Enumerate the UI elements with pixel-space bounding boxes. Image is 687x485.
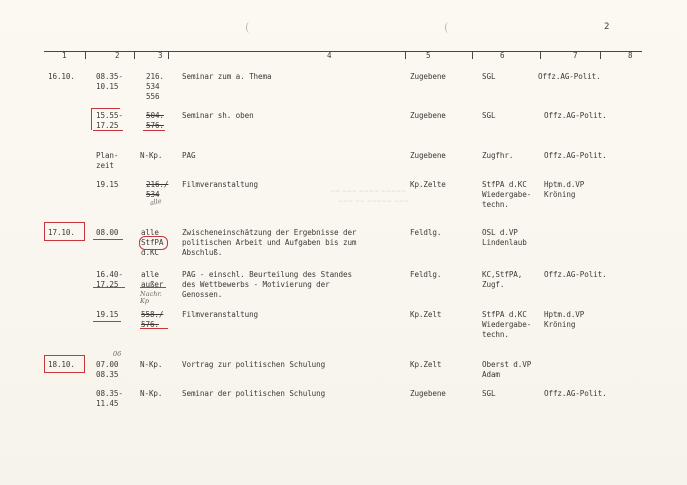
row-room: 216./ 534 [146, 180, 169, 199]
row-date: 16.10. [48, 72, 75, 81]
row-lead: KC,StfPA, Zugf. [482, 270, 523, 289]
row-time: 19.15 [96, 180, 119, 189]
row-event: PAG [182, 151, 196, 160]
red-bracket [92, 108, 120, 109]
row-time: 08.35- 10.15 [96, 72, 123, 91]
row-time: 15.55- 17.25 [96, 111, 123, 130]
row-responsible: Offz.AG-Polit. [544, 270, 607, 279]
red-date-box [44, 222, 85, 241]
row-form: Zugebene [410, 111, 446, 120]
row-form: Kp.Zelt [410, 310, 442, 319]
red-date-box [44, 355, 85, 373]
row-form: Feldlg. [410, 228, 442, 237]
page-number: 2 [604, 22, 610, 32]
row-form: Zugebene [410, 72, 446, 81]
row-event: Seminar der politischen Schulung [182, 389, 326, 398]
row-room: alle außer [141, 270, 164, 289]
column-number: 5 [426, 51, 431, 60]
column-divider [472, 51, 473, 59]
row-time: 08.35- 11.45 [96, 389, 123, 408]
red-underline [93, 130, 123, 131]
row-date: 17.10. [48, 228, 75, 237]
row-event: Seminar zum a. Thema [182, 72, 272, 81]
bleed-through-mark: ~~ ~~~ ~~~~ ~~~~~ [330, 188, 407, 195]
red-underline [93, 239, 123, 240]
row-event: PAG - einschl. Beurteilung des Standes des Wettbewerbs - Motivierung der Genossen. [182, 270, 352, 299]
row-lead: OSL d.VP Lindenlaub [482, 228, 527, 247]
handwritten-note: 06 [113, 350, 122, 358]
column-number: 8 [628, 51, 633, 60]
red-bracket [91, 108, 92, 130]
row-event: Zwischeneinschätzung der Ergebnisse der politischen Arbeit und Aufgaben bis zum Abschluß. [182, 228, 357, 257]
row-event: Vortrag zur politischen Schulung [182, 360, 326, 369]
row-responsible: Offz.AG-Polit. [544, 389, 607, 398]
column-number: 6 [500, 51, 505, 60]
red-underline [93, 321, 121, 322]
row-time: 07.00 08.35 [96, 360, 119, 379]
row-form: Zugebene [410, 389, 446, 398]
red-underline [140, 328, 168, 329]
row-responsible: Offz.AG-Polit. [538, 72, 601, 81]
handwritten-note: Nachr. Kp [140, 290, 162, 305]
row-responsible: Offz.AG-Polit. [544, 151, 607, 160]
column-divider [405, 51, 406, 59]
bleed-through-mark: ~~~ ~~ ~~~~~ ~~~ [338, 198, 410, 205]
row-lead: SGL [482, 389, 496, 398]
column-divider [600, 51, 601, 59]
punch-hole-left [246, 22, 253, 33]
row-lead: StfPA d.KC Wiedergabe- techn. [482, 310, 532, 339]
column-number: 3 [158, 51, 163, 60]
row-lead: StfPA d.KC Wiedergabe- techn. [482, 180, 532, 209]
row-responsible: Hptm.d.VP Kröning [544, 180, 585, 199]
row-room: N-Kp. [140, 151, 163, 160]
handwritten-note: alle [149, 196, 163, 208]
row-responsible: Offz.AG-Polit. [544, 111, 607, 120]
row-event: Filmveranstaltung [182, 310, 259, 319]
column-number: 4 [327, 51, 332, 60]
row-time: 19.15 [96, 310, 119, 319]
row-lead: Zugfhr. [482, 151, 514, 160]
column-divider [168, 51, 169, 59]
row-lead: SGL [482, 72, 496, 81]
row-form: Zugebene [410, 151, 446, 160]
column-number: 7 [573, 51, 578, 60]
row-date: 18.10. [48, 360, 75, 369]
row-room: N-Kp. [140, 360, 163, 369]
row-room: 558./ 576. [141, 310, 164, 329]
row-responsible: Hptm.d.VP Kröning [544, 310, 585, 329]
row-time: 08.00 [96, 228, 119, 237]
row-lead: Oberst d.VP Adam [482, 360, 532, 379]
row-lead: SGL [482, 111, 496, 120]
red-underline [143, 130, 165, 131]
column-number: 2 [115, 51, 120, 60]
row-room: 216. 534 556 [146, 72, 164, 101]
row-form: Kp.Zelte [410, 180, 446, 189]
row-room: 504. 576. [146, 111, 164, 130]
red-underline [93, 287, 125, 288]
row-form: Feldlg. [410, 270, 442, 279]
row-room: N-Kp. [140, 389, 163, 398]
row-time: 16.40- 17.25 [96, 270, 123, 289]
row-room: alle StfPA d.KC [141, 228, 164, 257]
row-event: Seminar sh. oben [182, 111, 254, 120]
column-divider [85, 51, 86, 59]
punch-hole-right [445, 22, 452, 33]
column-number: 1 [62, 51, 67, 60]
red-circle [139, 236, 168, 250]
row-time: Plan- zeit [96, 151, 119, 170]
column-divider [540, 51, 541, 59]
red-underline [140, 287, 166, 288]
row-event: Filmveranstaltung [182, 180, 259, 189]
row-form: Kp.Zelt [410, 360, 442, 369]
column-divider [134, 51, 135, 59]
